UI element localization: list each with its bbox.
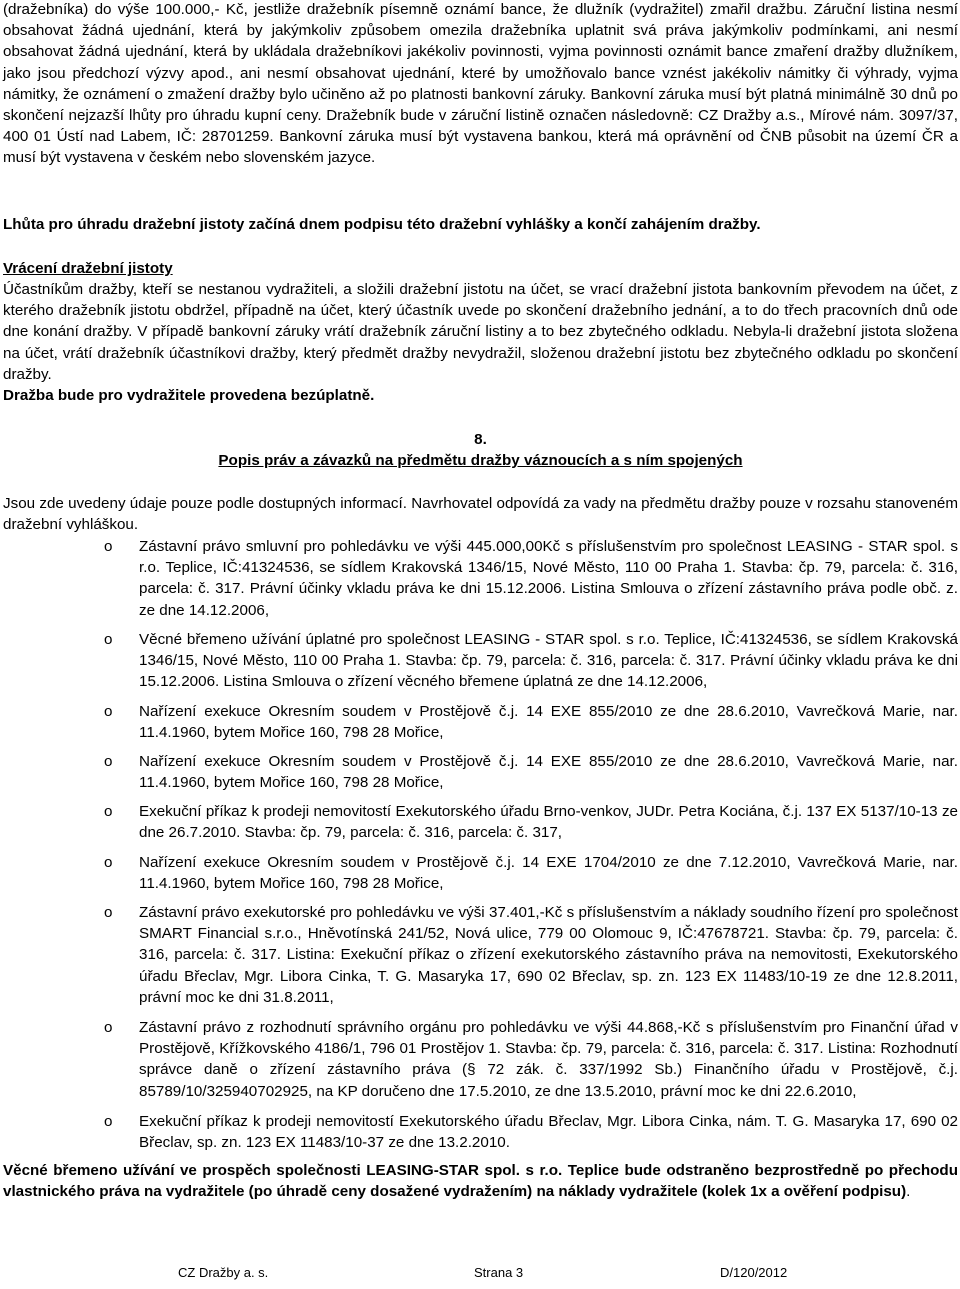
- closing-tail: .: [906, 1183, 911, 1201]
- list-item-text: Zástavní právo exekutorské pro pohledávku ve výši 37.401,-Kč s příslušenstvím a náklady soudního řízení pro společnost SMART Financial s.r.o., Hněvotínská 241/52, Nová ulice, 779 00 Olomouc 9, IČ:47678721. Stavba: čp. 79, parcela: č. 316, parcela: č. 317. Listina: Exekuční příkaz o zřízení exekutorského zástavního práva na nemovitosti, Exekutorského úřadu Břeclav, Mgr. Libora Cinka, T. G. Masaryka 17, 690 02 Břeclav, sp. zn. 123 EX 11483/10-19 ze dne 12.8.2011, právní moc ke dni 31.8.2011,: [139, 904, 958, 1006]
- list-item-text: Zástavní právo smluvní pro pohledávku ve výši 445.000,00Kč s příslušenstvím pro společnost LEASING - STAR spol. s r.o. Teplice, IČ:41324536, se sídlem Krakovská 1346/15, Nové Město, 110 00 Praha 1. Stavba: čp. 79, parcela: č. 316, parcela: č. 317. Právní účinky vkladu práva ke dni 15.12.2006. Listina Smlouva o zřízení zástavního práva podle obč. z. ze dne 14.12.2006,: [139, 538, 958, 619]
- closing-bold-text: Věcné břemeno užívání ve prospěch společnosti LEASING-STAR spol. s r.o. Teplice bude odstraněno bezprostředně po přechodu vlastnického práva na vydražitele (po úhradě ceny dosažené vydražením) na náklady vydražitele (kolek 1x a ověření podpisu): [3, 1162, 958, 1201]
- list-bullet: o: [104, 1113, 113, 1130]
- deadline-paragraph: Lhůta pro úhradu dražební jistoty začíná dnem podpisu této dražební vyhlášky a končí zahájením dražby.: [3, 216, 761, 233]
- refund-paragraph: Účastníkům dražby, kteří se nestanou vydražiteli, a složili dražební jistotu na účet, se vrací dražební jistota bankovním převodem na účet, z kterého dražebník jistotu obdržel, případně na účet, který účastník uvede po skončení dražebního jednání, a to do třech pracovních dnů ode dne konání dražby. V případě bankovní záruky vrátí dražebník záruční listiny a to bez zbytečného odkladu. Nebyla-li dražební jistota složena na účet, vrátí dražebník účastníkovi dražby, který předmět dražby nevydražil, složenou dražební jistotu bez zbytečného odkladu po skončení dražby.: [3, 281, 958, 383]
- list-bullet: o: [104, 703, 113, 720]
- list-bullet: o: [104, 753, 113, 770]
- list-bullet: o: [104, 854, 113, 871]
- list-item-text: Nařízení exekuce Okresním soudem v Prostějově č.j. 14 EXE 855/2010 ze dne 28.6.2010, Vavrečková Marie, nar. 11.4.1960, bytem Mořice 160, 798 28 Mořice,: [139, 703, 958, 742]
- list-item-text: Exekuční příkaz k prodeji nemovitostí Exekutorského úřadu Brno-venkov, JUDr. Petra Kociána, č.j. 137 EX 5137/10-13 ze dne 26.7.2010. Stavba: čp. 79, parcela: č. 316, parcela: č. 317,: [139, 803, 958, 842]
- list-bullet: o: [104, 904, 113, 921]
- list-item-text: Zástavní právo z rozhodnutí správního orgánu pro pohledávku ve výši 44.868,-Kč s příslušenstvím pro Finanční úřad v Prostějově, Křížkovského 4186/1, 796 01 Prostějov 1. Stavba: čp. 79, parcela: č. 316, parcela: č. 317. Listina: Rozhodnutí správce daně o zřízení zástavního práva (§ 72 zák. č. 337/1992 Sb.) Finančního úřadu v Prostějově, č.j. 85789/10/325940702925, na KP doručeno dne 17.5.2010, ze dne 13.5.2010, právní moc ke dni 22.6.2010,: [139, 1019, 958, 1100]
- list-bullet: o: [104, 631, 113, 648]
- closing-paragraph: [3, 1160, 958, 1202]
- refund-heading: Vrácení dražební jistoty: [3, 260, 173, 277]
- section-title: Popis práv a závazků na předmětu dražby váznoucích a s ním spojených: [218, 452, 743, 469]
- section-number: 8.: [474, 431, 487, 448]
- footer-page-number: Strana 3: [474, 1265, 524, 1280]
- list-bullet: o: [104, 803, 113, 820]
- list-item-text: Nařízení exekuce Okresním soudem v Prostějově č.j. 14 EXE 1704/2010 ze dne 7.12.2010, Vavrečková Marie, nar. 11.4.1960, bytem Mořice 160, 798 28 Mořice,: [139, 854, 958, 893]
- list-bullet: o: [104, 1019, 113, 1036]
- list-item-text: Věcné břemeno užívání úplatné pro společnost LEASING - STAR spol. s r.o. Teplice, IČ:41324536, se sídlem Krakovská 1346/15, Nové Město, 110 00 Praha 1. Stavba: čp. 79, parcela: č. 316, parcela: č. 317. Právní účinky vkladu práva ke dni 15.12.2006. Listina Smlouva o zřízení věcného břemene úplatná ze dne 14.12.2006,: [139, 631, 958, 691]
- list-bullet: o: [104, 538, 113, 555]
- section-intro: Jsou zde uvedeny údaje pouze podle dostupných informací. Navrhovatel odpovídá za vady na předmětu dražby pouze v rozsahu stanoveném dražební vyhláškou.: [3, 495, 958, 534]
- footer-document-id: D/120/2012: [720, 1265, 788, 1280]
- intro-paragraph: (dražebníka) do výše 100.000,- Kč, jestliže dražebník písemně oznámí bance, že dlužník (vydražitel) zmařil dražbu. Záruční listina nesmí obsahovat žádná ujednání, která by jakýmkoliv způsobem omezila dražebníka uplatnit svá práva jakýmkoliv podmínkami, ani nesmí obsahovat žádná ujednání, která by ukládala dražebníkovi jakékoliv povinnosti, vyjma povinnosti oznámit bance zmaření dražby dlužníkem, jako jsou předchozí výzvy apod., ani nesmí obsahovat ujednání, které by umožňovalo bance vznést jakékoliv námitky či výhrady, vyjma námitky, že oznámení o zmažení dražby bylo učiněno až po platnosti bankovní záruky. Bankovní záruka musí být platná minimálně 30 dnů po skončení nejzazší lhůty pro úhradu kupní ceny. Dražebník bude v záruční listině označen následovně: CZ Dražby a.s., Mírové nám. 3097/37, 400 01 Ústí nad Labem, IČ: 28701259. Bankovní záruka musí být vystavena bankou, která má oprávnění od ČNB působit na území ČR a musí být vystavena v českém nebo slovenském jazyce.: [3, 1, 958, 167]
- list-item-text: Nařízení exekuce Okresním soudem v Prostějově č.j. 14 EXE 855/2010 ze dne 28.6.2010, Vavrečková Marie, nar. 11.4.1960, bytem Mořice 160, 798 28 Mořice,: [139, 753, 958, 792]
- list-item-text: Exekuční příkaz k prodeji nemovitostí Exekutorského úřadu Břeclav, Mgr. Libora Cinka, nám. T. G. Masaryka 17, 690 02 Břeclav, sp. zn. 123 EX 11483/10-37 ze dne 13.2.2010.: [139, 1113, 958, 1152]
- footer-company: CZ Dražby a. s.: [178, 1265, 269, 1280]
- free-of-charge-statement: Dražba bude pro vydražitele provedena bezúplatně.: [3, 387, 375, 404]
